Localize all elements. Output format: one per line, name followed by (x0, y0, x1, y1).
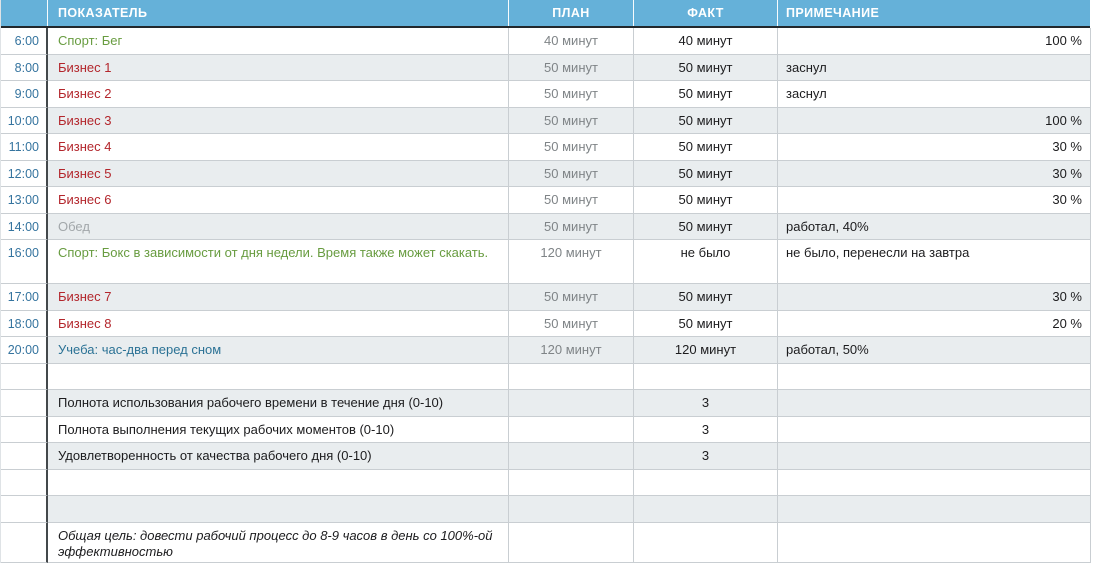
cell-time[interactable]: 12:00 (1, 161, 48, 188)
cell-indicator[interactable] (48, 364, 509, 391)
cell-note[interactable] (778, 443, 1091, 470)
cell-indicator[interactable]: Бизнес 7 (48, 284, 509, 311)
cell-plan[interactable] (509, 470, 634, 497)
cell-time[interactable]: 18:00 (1, 311, 48, 338)
col-header-indicator[interactable]: ПОКАЗАТЕЛЬ (48, 0, 509, 26)
cell-plan[interactable] (509, 523, 634, 563)
cell-fact[interactable]: 50 минут (634, 134, 778, 161)
cell-fact[interactable]: 50 минут (634, 55, 778, 82)
table-row (1, 55, 1090, 82)
cell-fact[interactable]: 3 (634, 417, 778, 444)
cell-time[interactable] (1, 496, 48, 523)
cell-fact[interactable]: 3 (634, 443, 778, 470)
table-row (1, 364, 1090, 391)
cell-indicator[interactable]: Полнота использования рабочего времени в течение дня (0-10) (48, 390, 509, 417)
table-row (1, 108, 1090, 135)
cell-plan[interactable]: 120 минут (509, 337, 634, 364)
cell-indicator[interactable]: Спорт: Бег (48, 28, 509, 55)
cell-time[interactable]: 13:00 (1, 187, 48, 214)
table-row (1, 187, 1090, 214)
col-header-plan[interactable]: ПЛАН (509, 0, 634, 26)
cell-plan[interactable]: 50 минут (509, 55, 634, 82)
table-body (1, 28, 1090, 563)
cell-time[interactable] (1, 443, 48, 470)
table-row (1, 390, 1090, 417)
cell-fact[interactable]: 3 (634, 390, 778, 417)
cell-fact[interactable] (634, 470, 778, 497)
cell-fact[interactable]: 50 минут (634, 311, 778, 338)
cell-time[interactable]: 16:00 (1, 240, 48, 284)
cell-indicator[interactable]: Полнота выполнения текущих рабочих моментов (0-10) (48, 417, 509, 444)
cell-note[interactable] (778, 470, 1091, 497)
cell-fact[interactable]: не было (634, 240, 778, 284)
cell-time[interactable]: 9:00 (1, 81, 48, 108)
cell-plan[interactable]: 50 минут (509, 81, 634, 108)
cell-plan[interactable]: 50 минут (509, 311, 634, 338)
cell-plan[interactable] (509, 417, 634, 444)
cell-indicator[interactable]: Учеба: час-два перед сном (48, 337, 509, 364)
cell-indicator[interactable]: Бизнес 5 (48, 161, 509, 188)
cell-note[interactable]: 30 % (778, 134, 1091, 161)
col-header-time[interactable] (1, 0, 48, 26)
cell-indicator[interactable]: Бизнес 8 (48, 311, 509, 338)
cell-indicator[interactable]: Обед (48, 214, 509, 241)
cell-time[interactable]: 11:00 (1, 134, 48, 161)
cell-note[interactable]: заснул (778, 81, 1091, 108)
table-row (1, 523, 1090, 563)
cell-time[interactable] (1, 390, 48, 417)
cell-fact[interactable]: 50 минут (634, 161, 778, 188)
cell-fact[interactable]: 50 минут (634, 108, 778, 135)
cell-fact[interactable] (634, 364, 778, 391)
cell-fact[interactable]: 50 минут (634, 81, 778, 108)
cell-note[interactable]: 100 % (778, 108, 1091, 135)
table-row (1, 470, 1090, 497)
col-header-note[interactable]: ПРИМЕЧАНИЕ (786, 6, 880, 20)
cell-indicator[interactable]: Бизнес 2 (48, 81, 509, 108)
cell-time[interactable]: 8:00 (1, 55, 48, 82)
table-row (1, 417, 1090, 444)
cell-indicator[interactable]: Бизнес 1 (48, 55, 509, 82)
cell-plan[interactable]: 50 минут (509, 108, 634, 135)
cell-note[interactable]: 20 % (778, 311, 1091, 338)
cell-indicator[interactable] (48, 470, 509, 497)
col-header-fact[interactable]: ФАКТ (634, 0, 778, 26)
cell-note[interactable]: работал, 40% (778, 214, 1091, 241)
cell-time[interactable]: 14:00 (1, 214, 48, 241)
cell-plan[interactable]: 50 минут (509, 134, 634, 161)
cell-fact[interactable] (634, 496, 778, 523)
cell-plan[interactable] (509, 364, 634, 391)
cell-note[interactable]: работал, 50% (778, 337, 1091, 364)
cell-note[interactable] (778, 364, 1091, 391)
cell-note[interactable] (778, 390, 1091, 417)
cell-fact[interactable]: 50 минут (634, 214, 778, 241)
cell-indicator[interactable]: Общая цель: довести рабочий процесс до 8-9 часов в день со 100%-ой эффективностью (48, 523, 509, 563)
cell-note[interactable] (778, 417, 1091, 444)
cell-time[interactable]: 10:00 (1, 108, 48, 135)
cell-indicator[interactable] (48, 496, 509, 523)
cell-plan[interactable]: 40 минут (509, 28, 634, 55)
table-row (1, 240, 1090, 284)
cell-fact[interactable]: 40 минут (634, 28, 778, 55)
cell-plan[interactable]: 50 минут (509, 284, 634, 311)
table-row (1, 311, 1090, 338)
cell-time[interactable] (1, 417, 48, 444)
table-row (1, 134, 1090, 161)
table-row (1, 214, 1090, 241)
cell-plan[interactable]: 50 минут (509, 187, 634, 214)
table-row (1, 284, 1090, 311)
cell-plan[interactable] (509, 443, 634, 470)
cell-plan[interactable]: 50 минут (509, 214, 634, 241)
table-row (1, 496, 1090, 523)
cell-fact[interactable]: 50 минут (634, 284, 778, 311)
cell-plan[interactable]: 50 минут (509, 161, 634, 188)
cell-note[interactable] (778, 523, 1091, 563)
table-row (1, 81, 1090, 108)
cell-time[interactable]: 17:00 (1, 284, 48, 311)
cell-fact[interactable]: 50 минут (634, 187, 778, 214)
table-header-row (1, 0, 1090, 28)
cell-note[interactable]: не было, перенесли на завтра (778, 240, 1091, 284)
cell-fact[interactable] (634, 523, 778, 563)
table-row (1, 337, 1090, 364)
cell-plan[interactable] (509, 390, 634, 417)
cell-indicator[interactable]: Бизнес 4 (48, 134, 509, 161)
cell-plan[interactable] (509, 496, 634, 523)
cell-note[interactable]: заснул (778, 55, 1091, 82)
cell-time[interactable]: 20:00 (1, 337, 48, 364)
cell-indicator[interactable]: Спорт: Бокс в зависимости от дня недели. Время также может скакать. (48, 240, 509, 284)
cell-note[interactable]: 30 % (778, 161, 1091, 188)
cell-note[interactable]: 30 % (778, 284, 1091, 311)
cell-time[interactable]: 6:00 (1, 28, 48, 55)
cell-note[interactable] (778, 496, 1091, 523)
cell-plan[interactable]: 120 минут (509, 240, 634, 284)
cell-note[interactable]: 100 % (778, 28, 1091, 55)
cell-indicator[interactable]: Бизнес 3 (48, 108, 509, 135)
cell-time[interactable] (1, 523, 48, 563)
cell-fact[interactable]: 120 минут (634, 337, 778, 364)
table-row (1, 443, 1090, 470)
table-row (1, 28, 1090, 55)
table-row (1, 161, 1090, 188)
cell-note[interactable]: 30 % (778, 187, 1091, 214)
cell-indicator[interactable]: Удовлетворенность от качества рабочего дня (0-10) (48, 443, 509, 470)
cell-time[interactable] (1, 470, 48, 497)
cell-indicator[interactable]: Бизнес 6 (48, 187, 509, 214)
cell-time[interactable] (1, 364, 48, 391)
